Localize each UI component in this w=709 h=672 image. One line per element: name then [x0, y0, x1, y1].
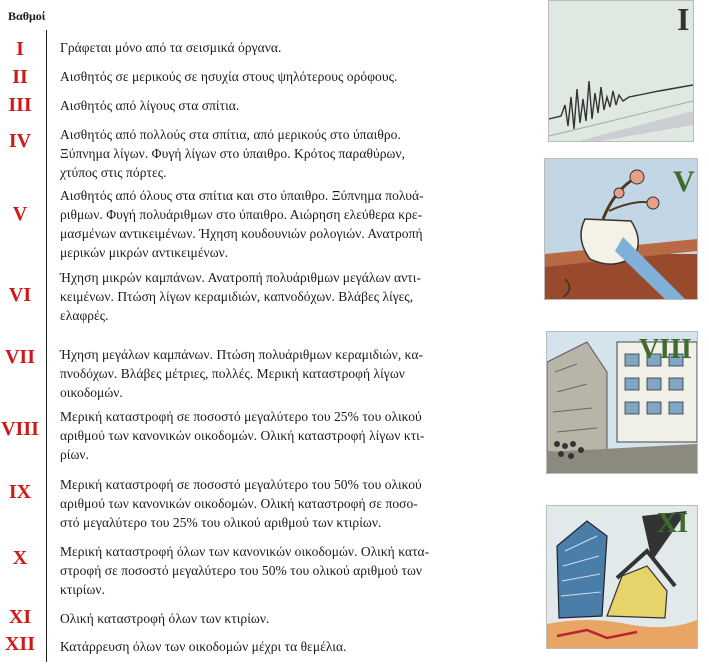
- column-divider: [46, 30, 47, 662]
- grade-roman-12: XII: [4, 633, 35, 655]
- grade-roman-7: VII: [4, 346, 35, 368]
- grade-description-4: Αισθητός από πολλούς στα σπίτια, από μερικούς στο ύπαιθρο. Ξύπνημα λίγων. Φυγή λίγων στο ύπαιθρο. Κρότος παραθύρων, χτύπος στις πόρτες.: [60, 127, 405, 180]
- grade-description-3: Αισθητός από λίγους στα σπίτια.: [60, 98, 240, 113]
- grade-roman-1: I: [16, 38, 24, 60]
- grade-description-7: Ήχηση μεγάλων καμπάνων. Πτώση πολυάριθμων κεραμιδιών, κα- πνοδόχων. Βλάβες μέτριες, πολλές. Μερική καταστροφή λίγων οικοδομών.: [60, 347, 424, 400]
- grade-description-10: Μερική καταστροφή όλων των κανονικών οικοδομών. Ολική κατα- στροφή σε ποσοστό μεγαλύτερο του 50% του ολικού αριθμού των κτιρίων.: [60, 544, 430, 597]
- grade-roman-3: III: [8, 94, 32, 116]
- grade-description-2: Αισθητός σε μερικούς σε ησυχία στους ψηλότερους ορόφους.: [60, 69, 398, 84]
- grades-header: Βαθμοί: [8, 9, 46, 23]
- grade-roman-6: VI: [8, 284, 32, 306]
- seismograph-icon: [548, 0, 694, 142]
- grade-description-11: Ολική καταστροφή όλων των κτιρίων.: [60, 611, 270, 626]
- grade-roman-4: IV: [8, 130, 32, 152]
- collapsed-buildings-icon: [546, 505, 698, 649]
- grade-description-9: Μερική καταστροφή σε ποσοστό μεγαλύτερο του 50% του ολικού αριθμού των κανονικών οικοδομών. Ολική καταστροφή σε ποσο- στό μεγαλύτερο του 25% του ολικού αριθμού των κτιρίων.: [60, 477, 422, 530]
- grade-description-6: Ήχηση μικρών καμπάνων. Ανατροπή πολυάριθμων μεγάλων αντι- κειμένων. Πτώση λίγων κεραμιδιών, καπνοδόχων. Βλάβες λίγες, ελαφρές.: [60, 270, 422, 323]
- picture-label-viii: VIII: [639, 334, 692, 365]
- grade-description-5: Αισθητός από όλους στα σπίτια και στο ύπαιθρο. Ξύπνημα πολυά- ριθμων. Φυγή πολυάριθμων στο ύπαιθρο. Αιώρηση ελεύθερα κρε- μασμένων αντικειμένων. Ήχηση κουδουνιών ρολογιών. Ανατροπή μερικών μικρών αντικειμένων.: [60, 188, 424, 260]
- grade-description-1: Γράφεται μόνο από τα σεισμικά όργανα.: [60, 40, 282, 55]
- picture-label-xi: XI: [657, 508, 689, 539]
- grade-roman-10: X: [12, 547, 28, 569]
- grade-roman-8: VIII: [1, 418, 39, 440]
- damaged-buildings-icon: [546, 331, 698, 474]
- grade-description-8: Μερική καταστροφή σε ποσοστό μεγαλύτερο του 25% του ολικού αριθμού των κανονικών οικοδομών. Ολική καταστροφή λίγων κτι- ρίων.: [60, 409, 425, 462]
- grade-description-12: Κατάρρευση όλων των οικοδομών μέχρι τα θεμέλια.: [60, 639, 347, 654]
- falling-vase-icon: [544, 158, 698, 300]
- grade-roman-9: IX: [8, 481, 32, 503]
- grade-roman-2: II: [12, 66, 28, 88]
- picture-label-i: I: [677, 1, 690, 37]
- grade-roman-5: V: [12, 203, 28, 225]
- picture-label-v: V: [673, 165, 695, 198]
- grade-roman-11: XI: [8, 606, 32, 628]
